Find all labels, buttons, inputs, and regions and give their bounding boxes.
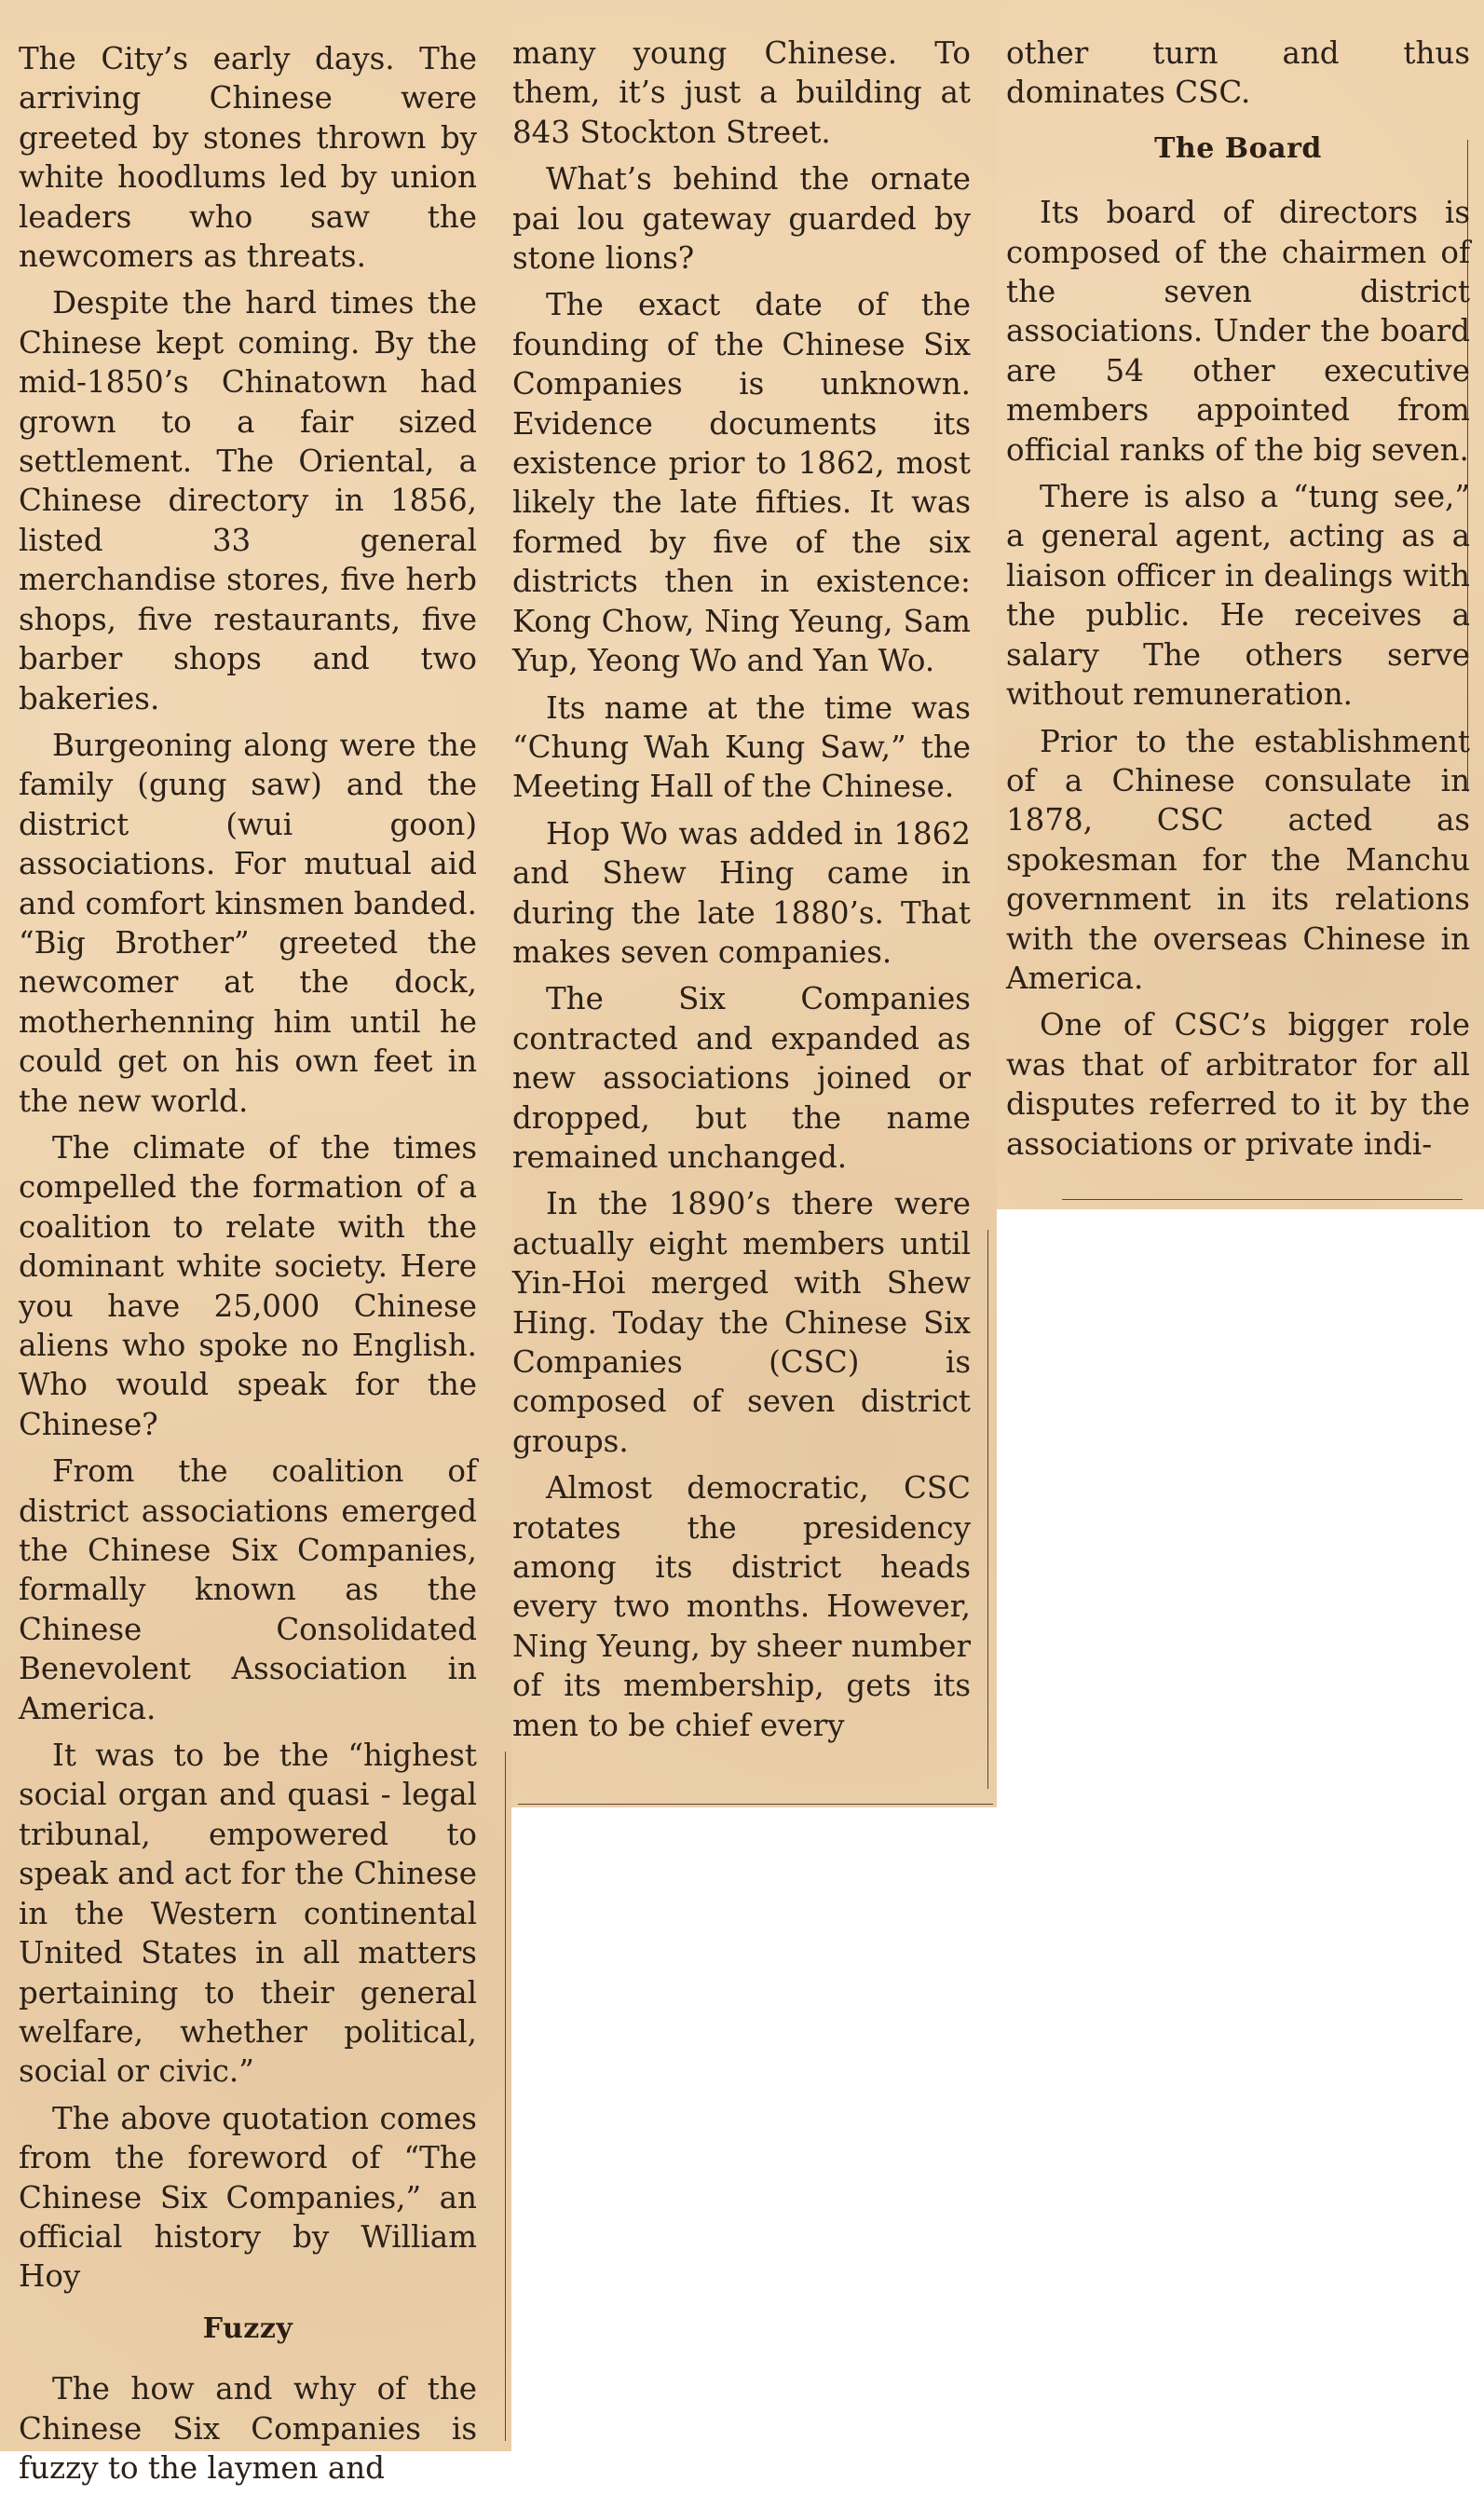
paragraph: Prior to the establishment of a Chinese consulate in 1878, CSC acted as spokesman for the Manchu government in its relations with the overseas Chinese in America. bbox=[1006, 723, 1470, 996]
paragraph: Its name at the time was “Chung Wah Kung Saw,” the Meeting Hall of the Chinese. bbox=[512, 689, 971, 805]
paragraph: It was to be the “highest social organ and quasi - legal tribunal, empowered to speak and act for the Chinese in the Western continental United States in all matters pertaining to their general welfare, whether political, social or civic.” bbox=[19, 1738, 477, 2090]
bottom-rule bbox=[1062, 1199, 1463, 1200]
paragraph: The above quotation comes from the foreword of “The Chinese Six Companies,” an official history by William Hoy bbox=[19, 2100, 477, 2295]
paragraph: From the coalition of district associations emerged the Chinese Six Companies, formally known as the Chinese Consolidated Benevolent Association in America. bbox=[19, 1453, 477, 1726]
paragraph: The City’s early days. The arriving Chinese were greeted by stones thrown by white hoodlums led by union leaders who saw the newcomers as threats. bbox=[19, 41, 477, 275]
paragraph: Despite the hard times the Chinese kept coming. By the mid-1850’s Chinatown had grown to a fair sized settlement. The Oriental, a Chinese directory in 1856, listed 33 general merchandise stores, five herb shops, five restaurants, five barber shops and two bakeries. bbox=[19, 285, 477, 716]
paragraph-continuation: other turn and thus dominates CSC. bbox=[1006, 35, 1470, 111]
paragraph: One of CSC’s bigger role was that of arbitrator for all disputes referred to it by the associations or private indi- bbox=[1006, 1007, 1470, 1162]
article-column-3 bbox=[1006, 34, 1470, 1171]
paragraph: The Six Companies contracted and expanded as new associations joined or dropped, but the name remained unchanged. bbox=[512, 981, 971, 1175]
bottom-rule bbox=[518, 1804, 993, 1805]
paragraph: The how and why of the Chinese Six Companies is fuzzy to the laymen and bbox=[19, 2371, 477, 2486]
paragraph: The climate of the times compelled the formation of a coalition to relate with the dominant white society. Here you have 25,000 Chinese aliens who spoke no English. Who would speak for the Chinese? bbox=[19, 1129, 477, 1442]
paragraph: In the 1890’s there were actually eight members until Yin-Hoi merged with Shew Hing. Today the Chinese Six Companies (CSC) is composed of seven district groups. bbox=[512, 1186, 971, 1459]
article-column-2 bbox=[512, 34, 971, 1752]
subhead-the-board: The Board bbox=[1154, 131, 1322, 165]
paragraph: Burgeoning along were the family (gung saw) and the district (wui goon) associations. For mutual aid and comfort kinsmen banded. “Big Brother” greeted the newcomer at the dock, motherhenning him until he could get on his own feet in the new world. bbox=[19, 727, 477, 1119]
paragraph: What’s behind the ornate pai lou gateway guarded by stone lions? bbox=[512, 161, 971, 277]
paragraph: There is also a “tung see,” a general agent, acting as a liaison officer in dealings with the public. He receives a salary The others serve without remuneration. bbox=[1006, 479, 1470, 713]
paragraph: Almost democratic, CSC rotates the presidency among its district heads every two months. However, Ning Yeung, by sheer number of its membership, gets its men to be chief every bbox=[512, 1470, 971, 1743]
subhead-fuzzy: Fuzzy bbox=[202, 2311, 293, 2345]
paragraph: The exact date of the founding of the Chinese Six Companies is unknown. Evidence documents its existence prior to 1862, most likely the late fifties. It was formed by five of the six districts then in existence: Kong Chow, Ning Yeung, Sam Yup, Yeong Wo and Yan Wo. bbox=[512, 287, 971, 679]
article-column-1 bbox=[19, 39, 477, 2495]
paragraph: Hop Wo was added in 1862 and Shew Hing came in during the late 1880’s. That makes seven companies. bbox=[512, 815, 971, 970]
paragraph: Its board of directors is composed of the chairmen of the seven district associations. Under the board are 54 other executive members appointed from official ranks of the big seven. bbox=[1006, 195, 1470, 468]
column-rule bbox=[987, 1230, 988, 1789]
paragraph-continuation: many young Chinese. To them, it’s just a building at 843 Stockton Street. bbox=[512, 35, 971, 150]
column-rule bbox=[505, 1752, 506, 2441]
